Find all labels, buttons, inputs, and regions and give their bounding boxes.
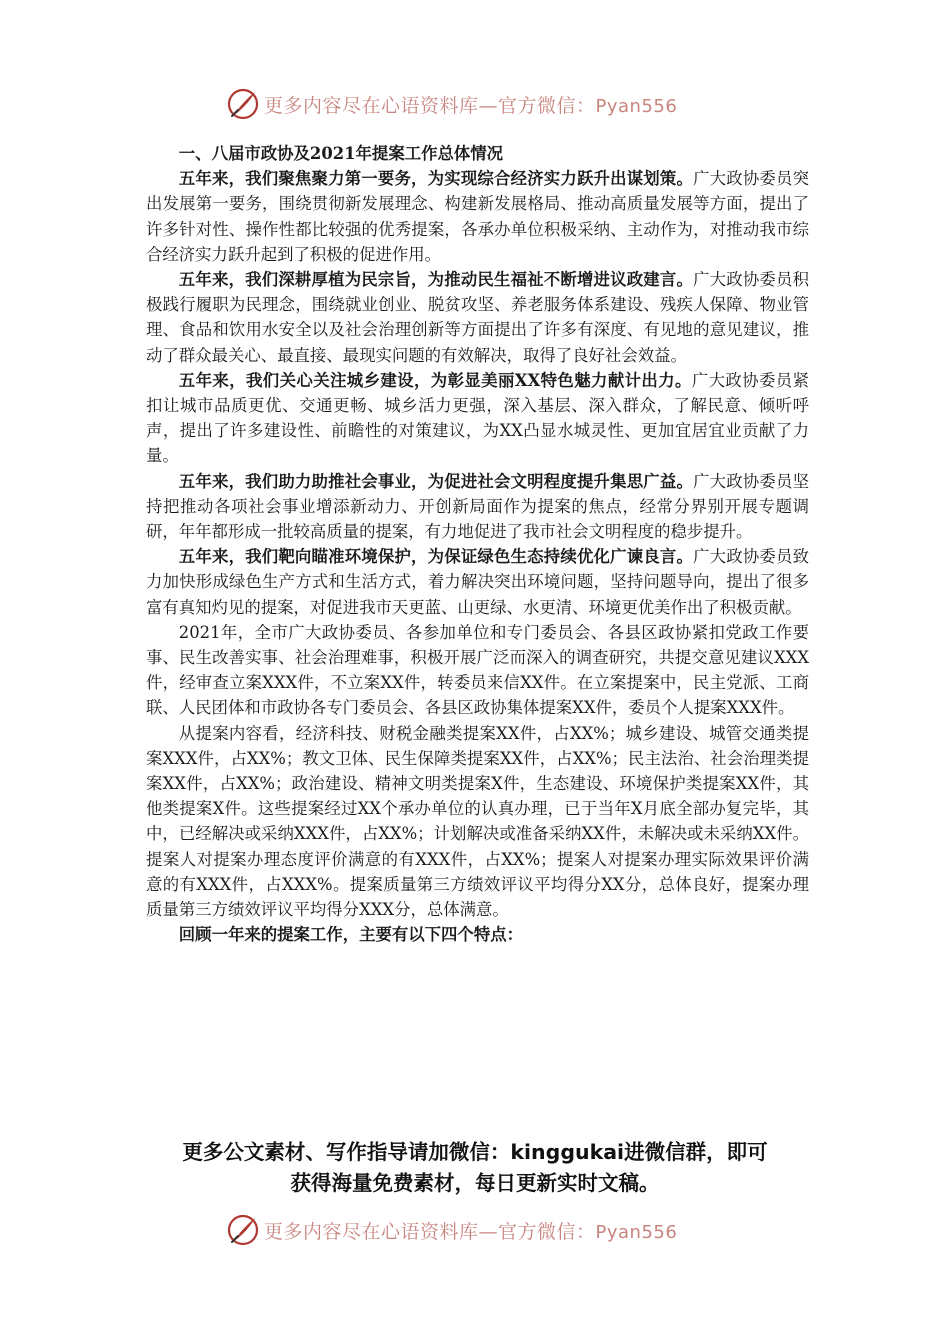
banner-text <box>264 1217 677 1244</box>
quill-logo-icon <box>226 87 260 121</box>
quill-logo-icon <box>226 1213 260 1247</box>
paragraph-1-lead: 五年来，我们聚焦聚力第一要务，为实现综合经济实力跃升出谋划策。 <box>178 169 694 189</box>
paragraph-7 <box>146 721 809 923</box>
paragraph-4 <box>146 469 809 545</box>
paragraph-6-body: 2021年，全市广大政协委员、各参加单位和专门委员会、各县区政协紧扣党政工作要事、民生改善实事、社会治理难事，积极开展广泛而深入的调查研究，共提交意见建议XXX件，经审查立案XXX件，不立案XX件，转委员来信XX件。在立案提案中，民主党派、工商联、人民团体和市政协各专门委员会、各县区政协集体提案XX件，委员个人提案XXX件。 <box>146 622 809 718</box>
paragraph-7-body: 从提案内容看，经济科技、财税金融类提案XX件，占XX%；城乡建设、城管交通类提案XXX件，占XX%；教文卫体、民生保障类提案XX件，占XX%；民主法治、社会治理类提案XX件，占XX%；政治建设、精神文明类提案X件，生态建设、环境保护类提案XX件，其他类提案X件。这些提案经过XX个承办单位的认真办理，已于当年X月底全部办复完毕，其中，已经解决或采纳XXX件，占XX%；计划解决或准备采纳XX件，未解决或未采纳XX件。提案人对提案办理态度评价满意的有XXX件，占XX%；提案人对提案办理实际效果评价满意的有XXX件，占XXX%。提案质量第三方绩效评议平均得分XX分，总体良好，提案办理质量第三方绩效评议平均得分XXX分，总体满意。 <box>146 723 809 920</box>
promo-line-2: 获得海量免费素材，每日更新实时文稿。 <box>290 1171 660 1195</box>
banner-text <box>264 91 677 118</box>
banner-wechat-id: Pyan556 <box>595 95 678 117</box>
paragraph-5-body: 广大政协委员致力加快形成绿色生产方式和生活方式，着力解决突出环境问题，坚持问题导向，提出了很多富有真知灼见的提案，对促进我市天更蓝、山更绿、水更清、环境更优美作出了积极贡献。 <box>146 547 810 617</box>
paragraph-4-body: 广大政协委员坚持把推动各项社会事业增添新动力、开创新局面作为提案的焦点，经常分界别开展专题调研，年年都形成一批较高质量的提案，有力地促进了我市社会文明程度的稳步提升。 <box>146 471 810 542</box>
paragraph-6 <box>146 620 809 721</box>
paragraph-2-lead: 五年来，我们深耕厚植为民宗旨，为推动民生福祉不断增进议政建言。 <box>178 270 694 290</box>
section-title: 一、八届市政协及2021年提案工作总体情况 <box>178 144 504 163</box>
paragraph-2-body: 广大政协委员积极践行履职为民理念，围绕就业创业、脱贫攻坚、养老服务体系建设、残疾人保障、物业管理、食品和饮用水安全以及社会治理创新等方面提出了许多有深度、有见地的意见建议，推动了群众最关心、最直接、最现实问题的有效解决，取得了良好社会效益。 <box>146 270 810 365</box>
paragraph-1-body: 广大政协委员突出发展第一要务，围绕贯彻新发展理念、构建新发展格局、推动高质量发展等方面，提出了许多针对性、操作性都比较强的优秀提案，各承办单位积极采纳、主动作为，对推动我市综合经济实力跃升起到了积极的促进作用。 <box>146 169 810 264</box>
banner-label: 更多内容尽在心语资料库—官方微信： <box>264 94 596 117</box>
document-body <box>146 141 809 948</box>
paragraph-5-lead: 五年来，我们靶向瞄准环境保护，为保证绿色生态持续优化广谏良言。 <box>178 547 694 567</box>
paragraph-5 <box>146 544 809 620</box>
paragraph-8-lead: 回顾一年来的提案工作，主要有以下四个特点： <box>178 925 523 945</box>
paragraph-2 <box>146 267 809 368</box>
watermark-banner-bottom <box>226 1212 746 1248</box>
paragraph-3 <box>146 368 809 469</box>
paragraph-3-body: 广大政协委员紧扣让城市品质更优、交通更畅、城乡活力更强，深入基层、深入群众，了解民意、倾听呼声，提出了许多建设性、前瞻性的对策建议，为XX凸显水城灵性、更加宜居宜业贡献了力量。 <box>146 370 809 466</box>
paragraph-1 <box>146 166 809 267</box>
banner-label: 更多内容尽在心语资料库—官方微信： <box>264 1220 596 1243</box>
promo-notice <box>140 1137 810 1199</box>
paragraph-4-lead: 五年来，我们助力助推社会事业，为促进社会文明程度提升集思广益。 <box>178 471 694 491</box>
banner-wechat-id: Pyan556 <box>595 1221 678 1243</box>
paragraph-3-lead: 五年来，我们关心关注城乡建设，为彰显美丽XX特色魅力献计出力。 <box>178 370 692 390</box>
paragraph-8 <box>146 922 809 947</box>
watermark-banner-top <box>226 86 746 122</box>
promo-line-1: 更多公文素材、写作指导请加微信：kinggukai进微信群，即可 <box>182 1140 768 1164</box>
